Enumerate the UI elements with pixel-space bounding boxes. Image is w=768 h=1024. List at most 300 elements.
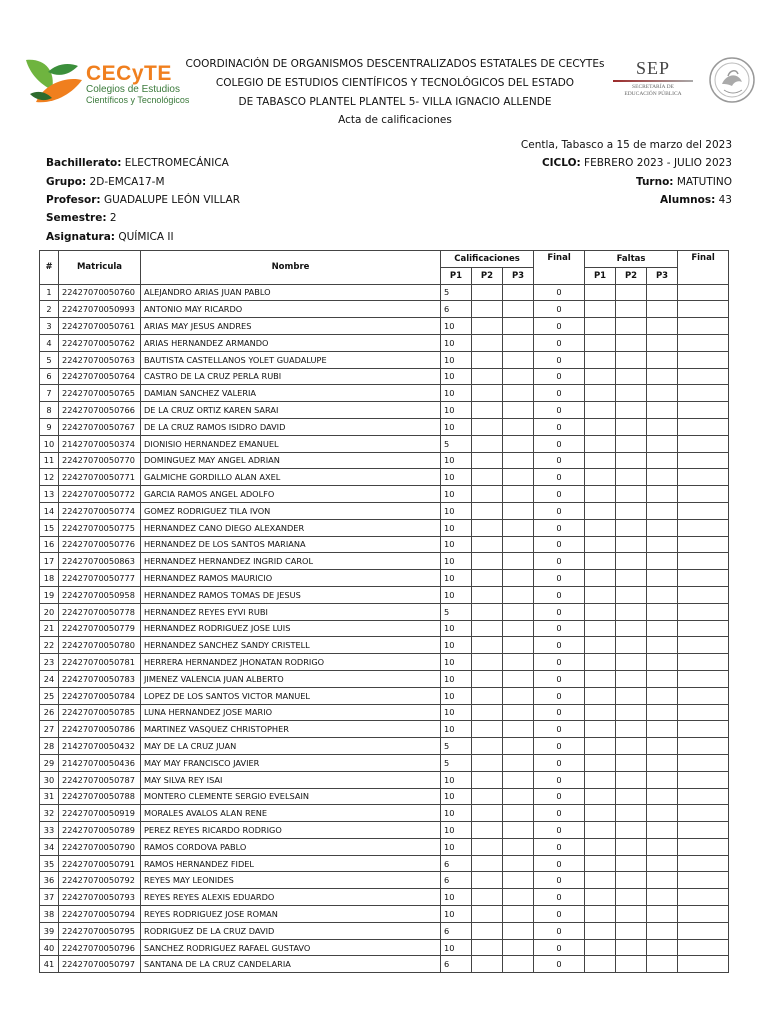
grade-p1-cell: 10: [441, 670, 472, 687]
absence-p2-cell: [616, 939, 647, 956]
final-absence-cell: [678, 906, 729, 923]
grade-p1-cell: 10: [441, 368, 472, 385]
absence-p2-cell: [616, 654, 647, 671]
table-row: [40, 822, 729, 839]
ciclo-label: CICLO:: [541, 157, 581, 169]
final-absence-cell: [678, 654, 729, 671]
absence-p1-cell: [585, 402, 616, 419]
final-absence-cell: [678, 704, 729, 721]
final-grade-cell: 0: [534, 939, 585, 956]
grade-p3-cell: [503, 637, 534, 654]
final-absence-cell: [678, 486, 729, 503]
absence-p3-cell: [647, 637, 678, 654]
absence-p3-cell: [647, 402, 678, 419]
grade-p2-cell: [472, 939, 503, 956]
grade-p1-cell: 10: [441, 906, 472, 923]
grade-p1-cell: 10: [441, 654, 472, 671]
absence-p1-cell: [585, 754, 616, 771]
absence-p1-cell: [585, 536, 616, 553]
absence-p1-cell: [585, 334, 616, 351]
absence-p1-cell: [585, 889, 616, 906]
absence-p1-cell: [585, 838, 616, 855]
absence-p1-cell: [585, 519, 616, 536]
matricula-cell: 22427070050763: [59, 351, 141, 368]
absence-p1-cell: [585, 570, 616, 587]
grade-p2-cell: [472, 956, 503, 973]
final-grade-cell: 0: [534, 788, 585, 805]
row-number: 12: [40, 469, 59, 486]
row-number: 39: [40, 922, 59, 939]
final-grade-cell: 0: [534, 805, 585, 822]
absence-p3-cell: [647, 570, 678, 587]
col-header-absence-p3: P3: [647, 267, 678, 284]
absence-p3-cell: [647, 822, 678, 839]
row-number: 24: [40, 670, 59, 687]
table-header-row: [40, 251, 729, 268]
matricula-cell: 22427070050779: [59, 620, 141, 637]
row-number: 30: [40, 771, 59, 788]
final-absence-cell: [678, 368, 729, 385]
row-number: 20: [40, 603, 59, 620]
matricula-cell: 21427070050374: [59, 435, 141, 452]
row-number: 15: [40, 519, 59, 536]
final-absence-cell: [678, 351, 729, 368]
absence-p3-cell: [647, 301, 678, 318]
table-row: [40, 318, 729, 335]
profesor-label: Profesor:: [46, 194, 101, 206]
grade-p1-cell: 6: [441, 872, 472, 889]
nombre-cell: DE LA CRUZ ORTIZ KAREN SARAI: [141, 402, 441, 419]
grade-p2-cell: [472, 654, 503, 671]
absence-p3-cell: [647, 536, 678, 553]
grade-p2-cell: [472, 334, 503, 351]
nombre-cell: DIONISIO HERNANDEZ EMANUEL: [141, 435, 441, 452]
grade-p1-cell: 10: [441, 351, 472, 368]
absence-p3-cell: [647, 368, 678, 385]
absence-p3-cell: [647, 469, 678, 486]
absence-p3-cell: [647, 351, 678, 368]
final-grade-cell: 0: [534, 687, 585, 704]
grade-p2-cell: [472, 620, 503, 637]
grade-p3-cell: [503, 368, 534, 385]
final-absence-cell: [678, 385, 729, 402]
grade-p1-cell: 10: [441, 318, 472, 335]
nombre-cell: REYES RODRIGUEZ JOSE ROMAN: [141, 906, 441, 923]
grade-p2-cell: [472, 637, 503, 654]
grade-p1-cell: 10: [441, 385, 472, 402]
grade-p3-cell: [503, 469, 534, 486]
final-absence-cell: [678, 805, 729, 822]
row-number: 16: [40, 536, 59, 553]
absence-p3-cell: [647, 603, 678, 620]
table-row: [40, 570, 729, 587]
alumnos-field: [660, 194, 732, 206]
final-grade-cell: 0: [534, 435, 585, 452]
grupo-label: Grupo:: [46, 176, 87, 188]
table-row: [40, 301, 729, 318]
final-grade-cell: 0: [534, 519, 585, 536]
absence-p2-cell: [616, 906, 647, 923]
final-absence-cell: [678, 519, 729, 536]
nombre-cell: RAMOS CORDOVA PABLO: [141, 838, 441, 855]
matricula-cell: 22427070050788: [59, 788, 141, 805]
final-grade-cell: 0: [534, 822, 585, 839]
nombre-cell: HERNANDEZ RODRIGUEZ JOSE LUIS: [141, 620, 441, 637]
matricula-cell: 22427070050783: [59, 670, 141, 687]
nombre-cell: HERRERA HERNANDEZ JHONATAN RODRIGO: [141, 654, 441, 671]
table-row: [40, 788, 729, 805]
table-row: [40, 418, 729, 435]
matricula-cell: 22427070050795: [59, 922, 141, 939]
grade-p2-cell: [472, 906, 503, 923]
final-grade-cell: 0: [534, 704, 585, 721]
nombre-cell: PEREZ REYES RICARDO RODRIGO: [141, 822, 441, 839]
row-number: 35: [40, 855, 59, 872]
row-number: 25: [40, 687, 59, 704]
matricula-cell: 22427070050794: [59, 906, 141, 923]
nombre-cell: MARTINEZ VASQUEZ CHRISTOPHER: [141, 721, 441, 738]
table-row: [40, 754, 729, 771]
final-grade-cell: 0: [534, 469, 585, 486]
absence-p2-cell: [616, 855, 647, 872]
document-title: Acta de calificaciones: [338, 114, 452, 126]
grade-p1-cell: 10: [441, 822, 472, 839]
absence-p2-cell: [616, 738, 647, 755]
final-grade-cell: 0: [534, 570, 585, 587]
grade-p3-cell: [503, 284, 534, 301]
profesor-value: GUADALUPE LEÓN VILLAR: [103, 194, 241, 206]
row-number: 18: [40, 570, 59, 587]
nombre-cell: HERNANDEZ DE LOS SANTOS MARIANA: [141, 536, 441, 553]
grupo-field: [46, 176, 165, 188]
matricula-cell: 22427070050785: [59, 704, 141, 721]
table-row: [40, 284, 729, 301]
table-row: [40, 687, 729, 704]
matricula-cell: 22427070050791: [59, 855, 141, 872]
turno-field: [636, 176, 732, 188]
grade-p2-cell: [472, 452, 503, 469]
grade-p1-cell: 6: [441, 855, 472, 872]
grade-p1-cell: 10: [441, 889, 472, 906]
absence-p2-cell: [616, 620, 647, 637]
header-coordination: COORDINACIÓN DE ORGANISMOS DESCENTRALIZADOS ESTATALES DE CECYTEs: [185, 58, 605, 70]
final-grade-cell: 0: [534, 351, 585, 368]
asignatura-value: QUÍMICA II: [118, 231, 174, 243]
absence-p3-cell: [647, 939, 678, 956]
grade-p2-cell: [472, 536, 503, 553]
absence-p1-cell: [585, 318, 616, 335]
nombre-cell: MAY SILVA REY ISAI: [141, 771, 441, 788]
nombre-cell: HERNANDEZ REYES EYVI RUBI: [141, 603, 441, 620]
absence-p1-cell: [585, 418, 616, 435]
matricula-cell: 22427070050790: [59, 838, 141, 855]
row-number: 9: [40, 418, 59, 435]
table-row: [40, 452, 729, 469]
absence-p1-cell: [585, 738, 616, 755]
grade-p3-cell: [503, 654, 534, 671]
nombre-cell: RODRIGUEZ DE LA CRUZ DAVID: [141, 922, 441, 939]
matricula-cell: 22427070050761: [59, 318, 141, 335]
grade-p1-cell: 10: [441, 620, 472, 637]
grade-p3-cell: [503, 939, 534, 956]
absence-p1-cell: [585, 687, 616, 704]
absence-p3-cell: [647, 418, 678, 435]
nombre-cell: HERNANDEZ HERNANDEZ INGRID CAROL: [141, 553, 441, 570]
absence-p1-cell: [585, 771, 616, 788]
final-grade-cell: 0: [534, 586, 585, 603]
col-header-absence-p2: P2: [616, 267, 647, 284]
absence-p3-cell: [647, 486, 678, 503]
grade-p1-cell: 10: [441, 418, 472, 435]
nombre-cell: LOPEZ DE LOS SANTOS VICTOR MANUEL: [141, 687, 441, 704]
matricula-cell: 22427070050793: [59, 889, 141, 906]
table-row: [40, 553, 729, 570]
grade-p2-cell: [472, 418, 503, 435]
absence-p2-cell: [616, 368, 647, 385]
final-grade-cell: 0: [534, 318, 585, 335]
final-grade-cell: 0: [534, 603, 585, 620]
nombre-cell: ARIAS MAY JESUS ANDRES: [141, 318, 441, 335]
absence-p1-cell: [585, 704, 616, 721]
grade-p1-cell: 10: [441, 771, 472, 788]
col-header-nombre: Nombre: [141, 251, 441, 285]
grade-p2-cell: [472, 838, 503, 855]
row-number: 27: [40, 721, 59, 738]
grade-p3-cell: [503, 687, 534, 704]
row-number: 1: [40, 284, 59, 301]
matricula-cell: 22427070050770: [59, 452, 141, 469]
bachillerato-label: Bachillerato:: [46, 157, 122, 169]
absence-p2-cell: [616, 586, 647, 603]
turno-value: MATUTINO: [676, 176, 732, 188]
absence-p3-cell: [647, 670, 678, 687]
grade-p3-cell: [503, 956, 534, 973]
matricula-cell: 22427070050778: [59, 603, 141, 620]
absence-p2-cell: [616, 418, 647, 435]
nombre-cell: BAUTISTA CASTELLANOS YOLET GUADALUPE: [141, 351, 441, 368]
grade-p3-cell: [503, 502, 534, 519]
final-absence-cell: [678, 418, 729, 435]
absence-p3-cell: [647, 620, 678, 637]
row-number: 38: [40, 906, 59, 923]
grade-p2-cell: [472, 704, 503, 721]
grade-p1-cell: 5: [441, 435, 472, 452]
final-absence-cell: [678, 956, 729, 973]
absence-p2-cell: [616, 502, 647, 519]
absence-p1-cell: [585, 553, 616, 570]
grade-p2-cell: [472, 553, 503, 570]
absence-p3-cell: [647, 956, 678, 973]
grade-p2-cell: [472, 687, 503, 704]
grade-p2-cell: [472, 519, 503, 536]
absence-p3-cell: [647, 519, 678, 536]
final-absence-cell: [678, 536, 729, 553]
grade-p2-cell: [472, 822, 503, 839]
col-header-num: #: [40, 251, 59, 285]
grade-p3-cell: [503, 754, 534, 771]
matricula-cell: 22427070050993: [59, 301, 141, 318]
matricula-cell: 22427070050789: [59, 822, 141, 839]
nombre-cell: ALEJANDRO ARIAS JUAN PABLO: [141, 284, 441, 301]
grupo-value: 2D-EMCA17-M: [89, 176, 165, 188]
grade-p3-cell: [503, 570, 534, 587]
final-absence-cell: [678, 754, 729, 771]
absence-p3-cell: [647, 889, 678, 906]
absence-p1-cell: [585, 486, 616, 503]
grade-p2-cell: [472, 486, 503, 503]
absence-p3-cell: [647, 553, 678, 570]
row-number: 36: [40, 872, 59, 889]
alumnos-value: 43: [718, 194, 732, 206]
table-row: [40, 670, 729, 687]
table-row: [40, 906, 729, 923]
final-grade-cell: 0: [534, 620, 585, 637]
table-row: [40, 502, 729, 519]
table-row: [40, 721, 729, 738]
nombre-cell: SANCHEZ RODRIGUEZ RAFAEL GUSTAVO: [141, 939, 441, 956]
nombre-cell: DOMINGUEZ MAY ANGEL ADRIAN: [141, 452, 441, 469]
nombre-cell: DE LA CRUZ RAMOS ISIDRO DAVID: [141, 418, 441, 435]
grade-p2-cell: [472, 670, 503, 687]
grade-p2-cell: [472, 435, 503, 452]
row-number: 5: [40, 351, 59, 368]
absence-p3-cell: [647, 855, 678, 872]
semestre-label: Semestre:: [46, 212, 107, 224]
sep-wordmark: SEP: [635, 58, 671, 78]
table-row: [40, 738, 729, 755]
table-row: [40, 805, 729, 822]
nombre-cell: SANTANA DE LA CRUZ CANDELARIA: [141, 956, 441, 973]
grade-p3-cell: [503, 351, 534, 368]
grade-p1-cell: 5: [441, 754, 472, 771]
absence-p3-cell: [647, 334, 678, 351]
absence-p1-cell: [585, 368, 616, 385]
table-row: [40, 637, 729, 654]
profesor-field: [46, 194, 240, 206]
ciclo-value: FEBRERO 2023 - JULIO 2023: [584, 157, 732, 169]
cecyte-wordmark: CECyTE: [86, 62, 172, 85]
final-grade-cell: 0: [534, 754, 585, 771]
grade-p3-cell: [503, 889, 534, 906]
row-number: 4: [40, 334, 59, 351]
final-absence-cell: [678, 822, 729, 839]
absence-p1-cell: [585, 351, 616, 368]
grade-p2-cell: [472, 318, 503, 335]
grade-p1-cell: 10: [441, 805, 472, 822]
table-row: [40, 889, 729, 906]
nombre-cell: MONTERO CLEMENTE SERGIO EVELSAIN: [141, 788, 441, 805]
absence-p2-cell: [616, 872, 647, 889]
grade-p2-cell: [472, 586, 503, 603]
absence-p3-cell: [647, 771, 678, 788]
final-grade-cell: 0: [534, 906, 585, 923]
matricula-cell: 22427070050780: [59, 637, 141, 654]
absence-p3-cell: [647, 872, 678, 889]
grade-p3-cell: [503, 855, 534, 872]
row-number: 19: [40, 586, 59, 603]
table-row: [40, 486, 729, 503]
final-grade-cell: 0: [534, 553, 585, 570]
bachillerato-field: [46, 157, 229, 169]
matricula-cell: 22427070050797: [59, 956, 141, 973]
grade-p3-cell: [503, 519, 534, 536]
final-absence-cell: [678, 687, 729, 704]
final-absence-cell: [678, 721, 729, 738]
row-number: 8: [40, 402, 59, 419]
final-grade-cell: 0: [534, 889, 585, 906]
table-row: [40, 704, 729, 721]
final-absence-cell: [678, 838, 729, 855]
grade-p1-cell: 6: [441, 956, 472, 973]
grade-p3-cell: [503, 670, 534, 687]
absence-p2-cell: [616, 536, 647, 553]
absence-p2-cell: [616, 721, 647, 738]
nombre-cell: MAY DE LA CRUZ JUAN: [141, 738, 441, 755]
matricula-cell: 22427070050775: [59, 519, 141, 536]
final-absence-cell: [678, 872, 729, 889]
row-number: 6: [40, 368, 59, 385]
grade-p2-cell: [472, 603, 503, 620]
absence-p3-cell: [647, 922, 678, 939]
matricula-cell: 22427070050762: [59, 334, 141, 351]
absence-p2-cell: [616, 351, 647, 368]
final-absence-cell: [678, 586, 729, 603]
final-absence-cell: [678, 922, 729, 939]
grade-p3-cell: [503, 822, 534, 839]
final-grade-cell: 0: [534, 771, 585, 788]
grade-p1-cell: 10: [441, 687, 472, 704]
grade-p3-cell: [503, 788, 534, 805]
sep-subtitle-1: SECRETARÍA DE: [632, 84, 674, 90]
absence-p1-cell: [585, 872, 616, 889]
absence-p2-cell: [616, 771, 647, 788]
grade-p3-cell: [503, 418, 534, 435]
table-row: [40, 402, 729, 419]
absence-p2-cell: [616, 385, 647, 402]
nombre-cell: ANTONIO MAY RICARDO: [141, 301, 441, 318]
final-grade-cell: 0: [534, 301, 585, 318]
final-grade-cell: 0: [534, 284, 585, 301]
absence-p1-cell: [585, 822, 616, 839]
final-absence-cell: [678, 553, 729, 570]
final-grade-cell: 0: [534, 334, 585, 351]
grade-p1-cell: 10: [441, 838, 472, 855]
absence-p3-cell: [647, 502, 678, 519]
nombre-cell: RAMOS HERNANDEZ FIDEL: [141, 855, 441, 872]
final-absence-cell: [678, 502, 729, 519]
grade-p2-cell: [472, 721, 503, 738]
row-number: 11: [40, 452, 59, 469]
nombre-cell: GALMICHE GORDILLO ALAN AXEL: [141, 469, 441, 486]
nombre-cell: REYES MAY LEONIDES: [141, 872, 441, 889]
semestre-field: [46, 212, 117, 224]
absence-p2-cell: [616, 301, 647, 318]
table-row: [40, 334, 729, 351]
sep-subtitle-2: EDUCACIÓN PÚBLICA: [624, 91, 682, 97]
grade-p1-cell: 10: [441, 788, 472, 805]
table-row: [40, 469, 729, 486]
grade-p2-cell: [472, 402, 503, 419]
absence-p3-cell: [647, 754, 678, 771]
row-number: 41: [40, 956, 59, 973]
absence-p2-cell: [616, 670, 647, 687]
absence-p1-cell: [585, 805, 616, 822]
absence-p2-cell: [616, 838, 647, 855]
grade-p2-cell: [472, 301, 503, 318]
absence-p2-cell: [616, 637, 647, 654]
absence-p2-cell: [616, 553, 647, 570]
grade-p3-cell: [503, 586, 534, 603]
